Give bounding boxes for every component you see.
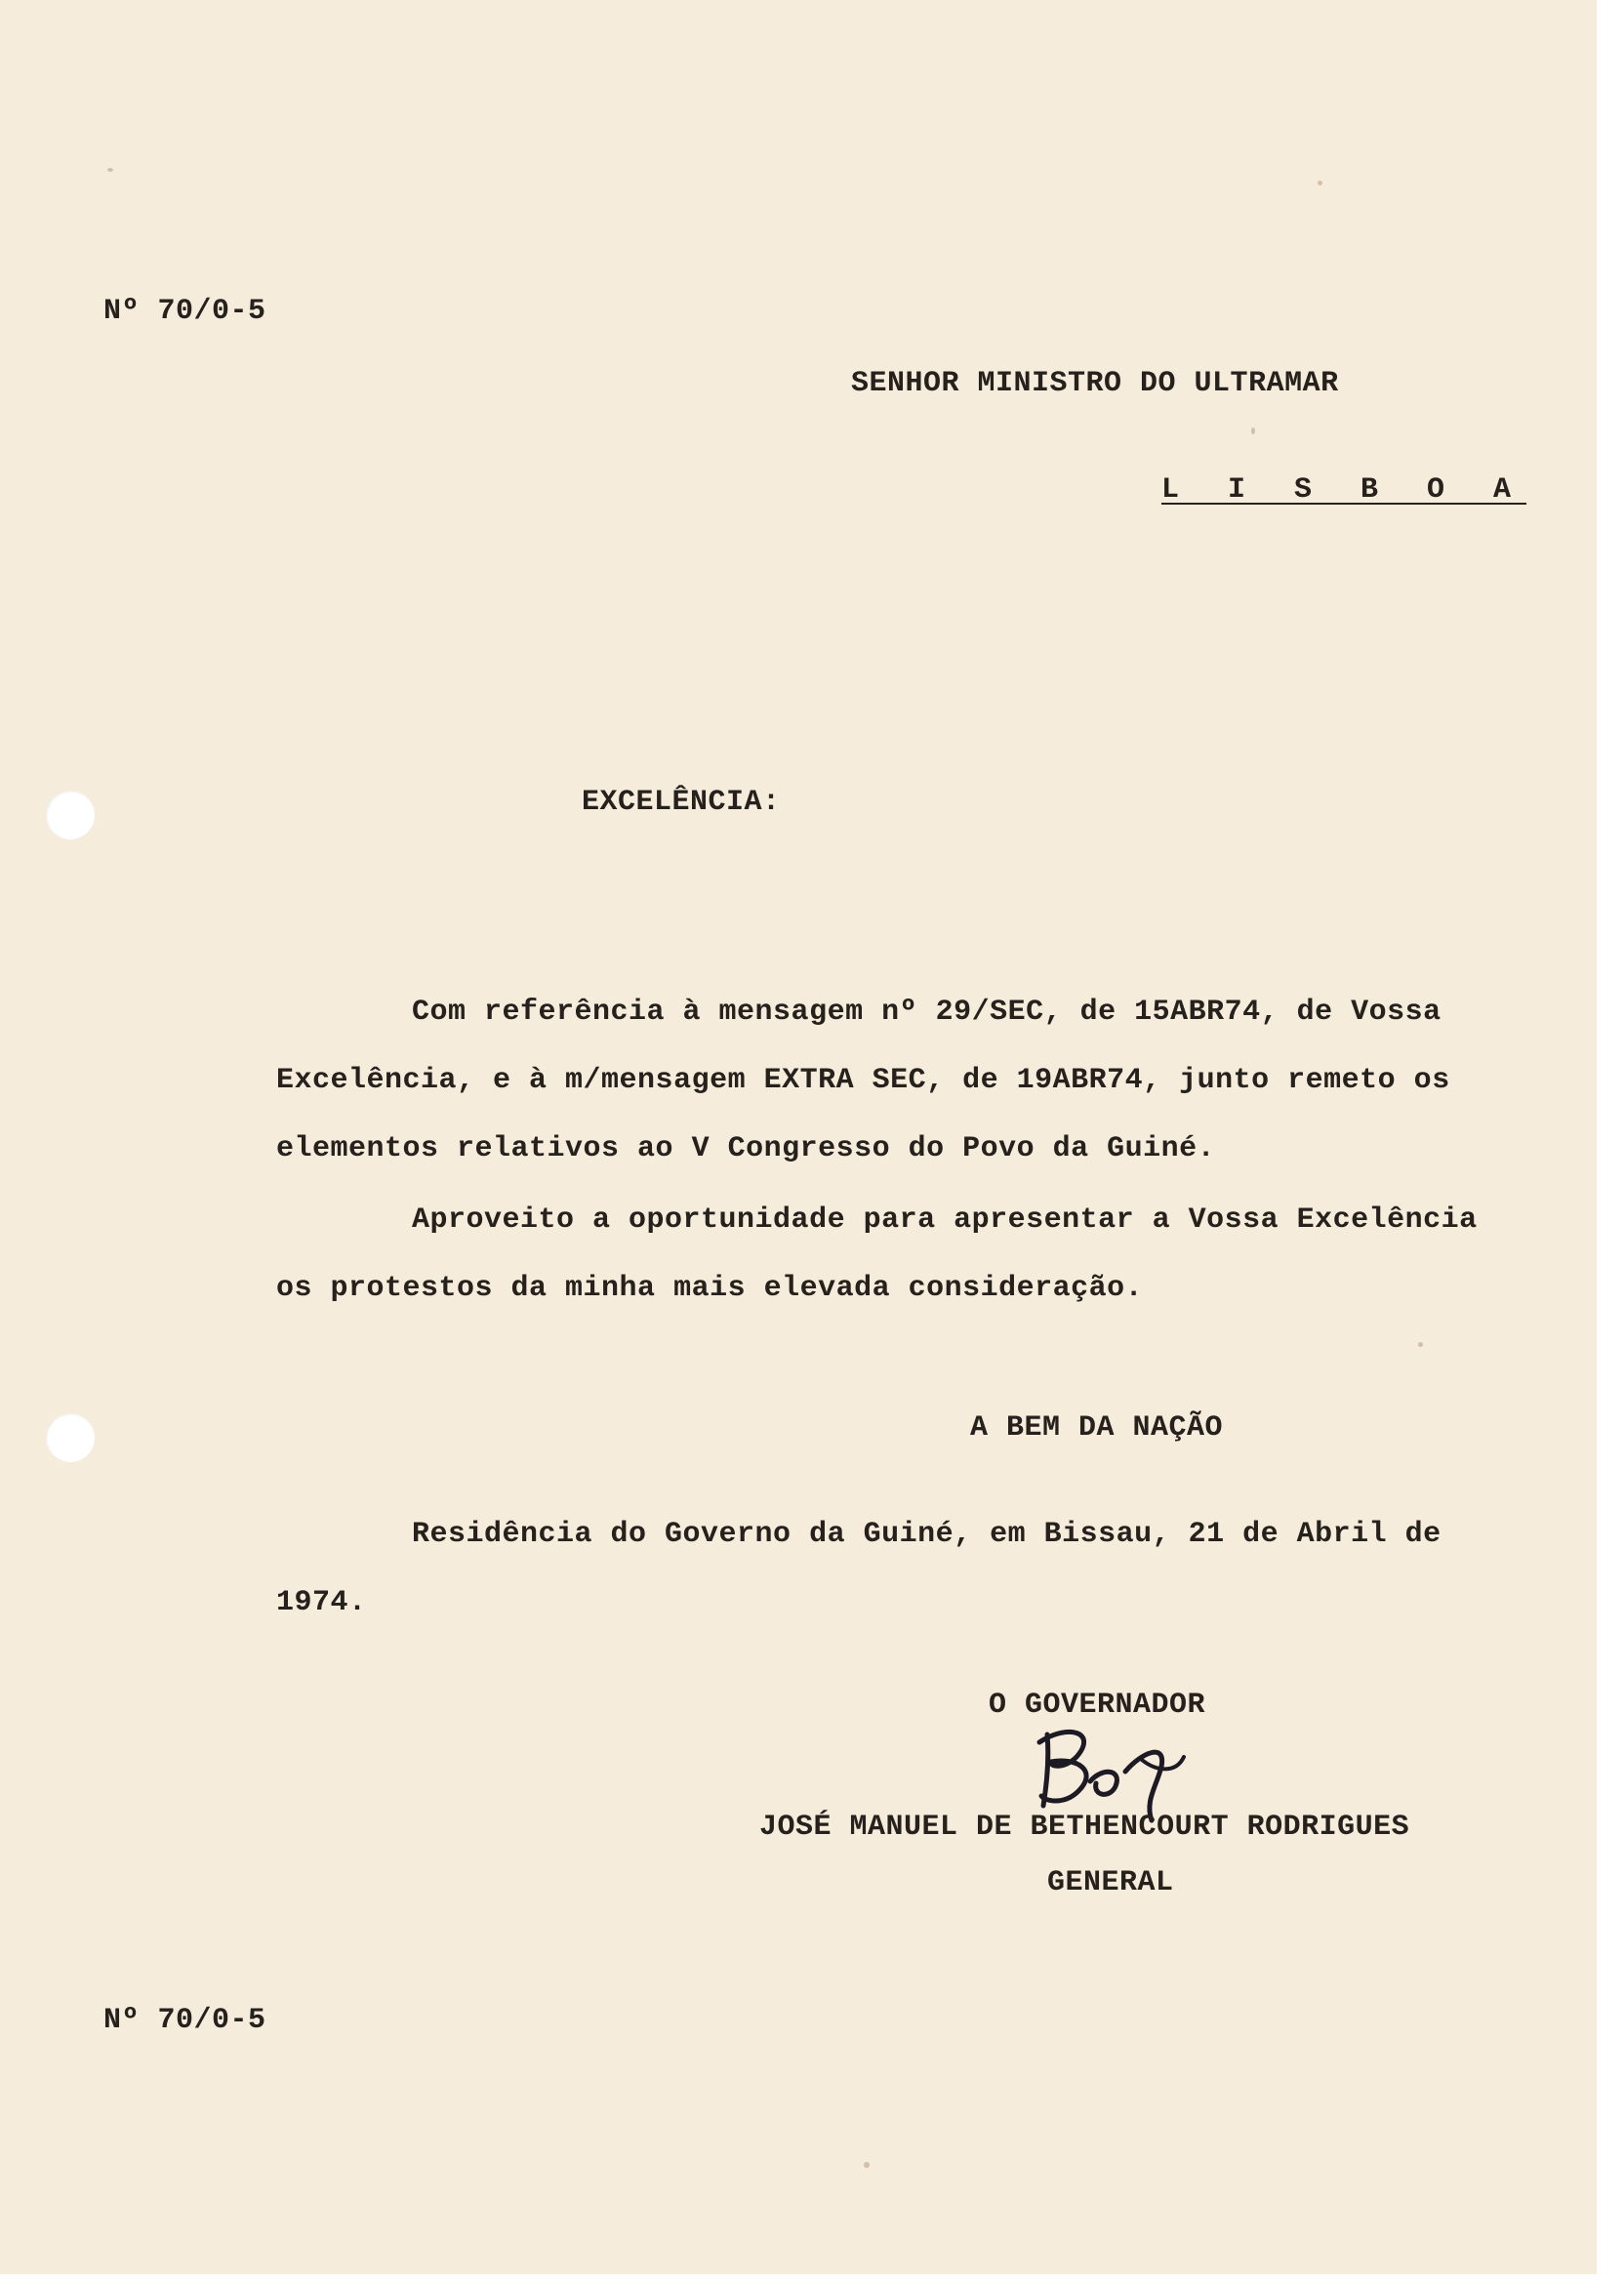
place-date-line-2: 1974. [276, 1586, 367, 1619]
paper-speck [1418, 1342, 1423, 1347]
paper-speck [1251, 428, 1255, 434]
scan-margin-bottom [0, 2274, 1624, 2284]
body-line-4: Aproveito a oportunidade para apresentar a Vossa Excelência [412, 1203, 1478, 1237]
reference-number-bottom: Nº 70/0-5 [103, 2004, 266, 2037]
signatory-title: O GOVERNADOR [989, 1689, 1206, 1722]
scan-margin-right [1597, 0, 1624, 2284]
signatory-rank: GENERAL [1047, 1866, 1174, 1899]
addressee: SENHOR MINISTRO DO ULTRAMAR [851, 367, 1339, 400]
body-line-3: elementos relativos ao V Congresso do Povo da Guiné. [276, 1132, 1216, 1165]
paper-speck [864, 2162, 870, 2168]
salutation: EXCELÊNCIA: [582, 786, 781, 819]
reference-number-top: Nº 70/0-5 [103, 295, 266, 328]
city: L I S B O A [1161, 473, 1527, 507]
paper-speck [107, 168, 113, 172]
signatory-name: JOSÉ MANUEL DE BETHENCOURT RODRIGUES [759, 1811, 1410, 1844]
place-date-line-1: Residência do Governo da Guiné, em Bissau, 21 de Abril de [412, 1518, 1441, 1551]
body-line-2: Excelência, e à m/mensagem EXTRA SEC, de 19ABR74, junto remeto os [276, 1064, 1450, 1097]
punch-hole-bottom [46, 1413, 95, 1462]
body-line-1: Com referência à mensagem nº 29/SEC, de 15ABR74, de Vossa [412, 996, 1441, 1029]
closing-phrase: A BEM DA NAÇÃO [970, 1411, 1224, 1445]
body-line-5: os protestos da minha mais elevada consideração. [276, 1272, 1144, 1305]
paper-speck [1318, 181, 1322, 185]
punch-hole-top [46, 791, 95, 839]
